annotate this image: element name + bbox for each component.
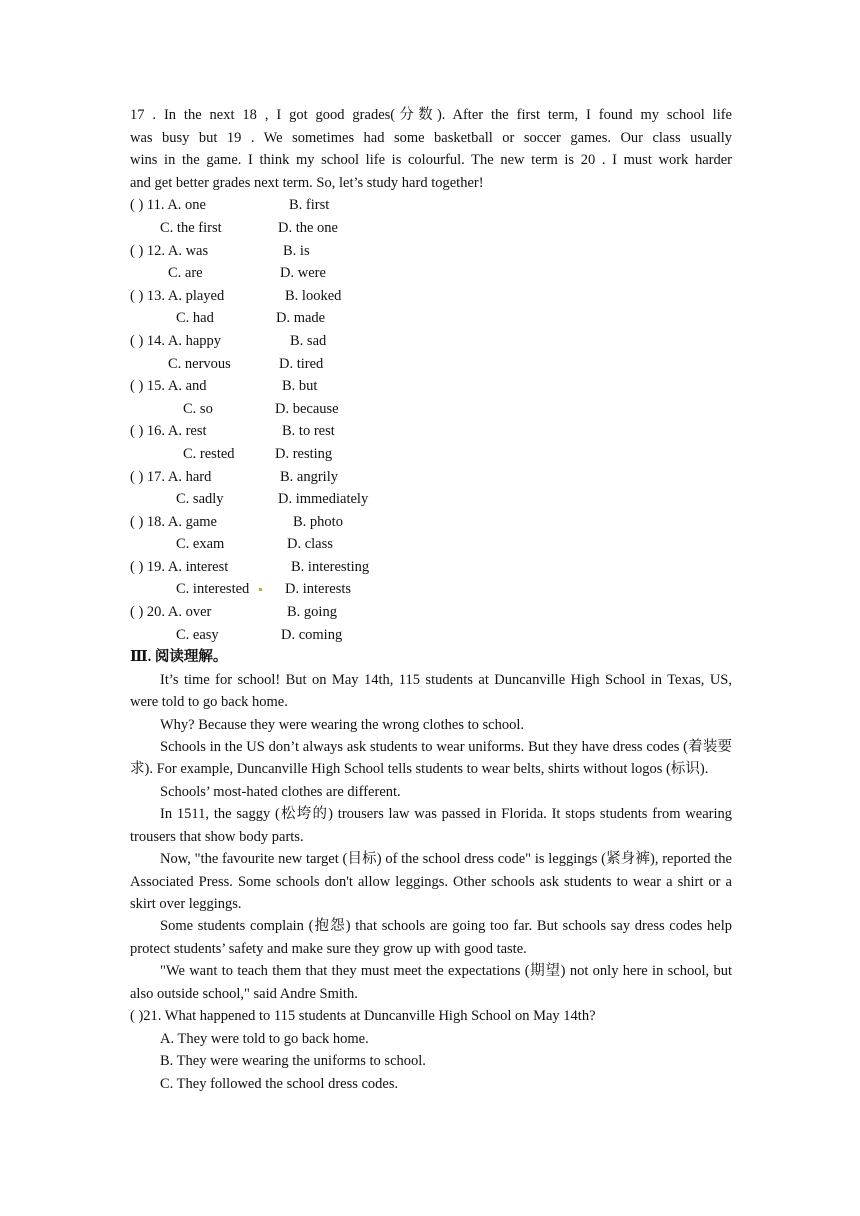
reading-paragraph: "We want to teach them that they must meet the expectations (期望) not only here in school, but also outside school," said Andre Smith.: [130, 963, 732, 1002]
question-item: [130, 466, 732, 511]
option-c: C. exam: [176, 536, 225, 553]
option-b: B. sad: [290, 332, 327, 349]
cloze-line-2: was busy but 19 . We sometimes had some basketball or soccer games. Our class usually: [130, 129, 732, 146]
question-stem: ( ) 15. A. and: [130, 378, 207, 395]
reading-paragraph: Schools in the US don’t always ask students to wear uniforms. But they have dress codes (着装要求). For example, Duncanville High School tells students to wear belts, shirts without logos (标识).: [130, 739, 732, 778]
option-c: C. easy: [176, 626, 219, 643]
question-stem: ( ) 18. A. game: [130, 513, 217, 530]
option-b: B. but: [282, 378, 318, 395]
question-item: [130, 240, 732, 285]
option-b: B. going: [287, 604, 337, 621]
question-stem: ( ) 20. A. over: [130, 604, 212, 621]
question-stem: ( ) 16. A. rest: [130, 423, 207, 440]
question-item: [130, 375, 732, 420]
question-stem: ( )21. What happened to 115 students at Duncanville High School on May 14th?: [130, 1007, 596, 1024]
cloze-passage: [130, 104, 732, 194]
option-d: D. interests: [285, 581, 352, 598]
option-c: C. nervous: [168, 355, 231, 372]
option-b: B. looked: [285, 287, 342, 304]
question-item: [130, 420, 732, 465]
option-b: B. is: [283, 242, 310, 259]
worksheet-page: [130, 104, 732, 1095]
option-b: B. angrily: [280, 468, 338, 485]
reading-paragraph: Schools’ most-hated clothes are different.: [160, 783, 401, 800]
question-stem: ( ) 14. A. happy: [130, 332, 222, 349]
option-d: D. coming: [281, 626, 343, 643]
option-c: C. interested: [176, 581, 250, 598]
option-d: D. the one: [278, 219, 338, 236]
section-heading: Ⅲ. 阅读理解。: [130, 649, 228, 666]
option-d: D. made: [276, 310, 326, 327]
question-21: [130, 1005, 732, 1095]
reading-paragraph: It’s time for school! But on May 14th, 115 students at Duncanville High School in Texas, US, were told to go back home.: [130, 671, 732, 711]
option-c: C. sadly: [176, 491, 224, 508]
question-stem: ( ) 11. A. one: [130, 197, 206, 214]
reading-passage: [130, 669, 732, 1005]
option-b: B. first: [289, 197, 330, 214]
question-item: [130, 556, 732, 601]
option-c: C. had: [176, 310, 214, 327]
option-d: D. tired: [279, 355, 324, 372]
reading-paragraph: Some students complain (抱怨) that schools are going too far. But schools say dress codes help protect students’ safety and make sure they grow up with good taste.: [130, 918, 732, 957]
question-list: [130, 194, 732, 646]
option-b: B. interesting: [291, 558, 370, 575]
question-stem: ( ) 19. A. interest: [130, 558, 229, 575]
stray-dot-mark: [259, 588, 262, 591]
question-item: [130, 601, 732, 646]
question-item: [130, 330, 732, 375]
question-item: [130, 194, 732, 239]
option-c: C. They followed the school dress codes.: [160, 1075, 399, 1092]
cloze-line-4: and get better grades next term. So, let’s study hard together!: [130, 174, 484, 191]
option-d: D. immediately: [278, 491, 369, 508]
option-b: B. They were wearing the uniforms to school.: [160, 1053, 426, 1070]
option-d: D. class: [287, 536, 333, 553]
reading-paragraph: Why? Because they were wearing the wrong clothes to school.: [160, 716, 524, 733]
reading-paragraph: In 1511, the saggy (松垮的) trousers law was passed in Florida. It stops students from wearing trousers that show body parts.: [130, 806, 732, 845]
option-d: D. because: [275, 400, 339, 417]
cloze-line-3: wins in the game. I think my school life is colourful. The new term is 20 . I must work harder: [130, 152, 732, 169]
option-c: C. the first: [160, 219, 222, 236]
question-item: [130, 511, 732, 556]
option-c: C. rested: [183, 445, 235, 462]
option-d: D. were: [280, 265, 326, 282]
option-b: B. photo: [293, 513, 343, 530]
question-stem: ( ) 12. A. was: [130, 242, 209, 259]
option-d: D. resting: [275, 445, 333, 462]
option-c: C. so: [183, 400, 213, 417]
reading-paragraph: Now, "the favourite new target (目标) of the school dress code" is leggings (紧身裤), reported the Associated Press. Some schools don't allow leggings. Other schools ask students to wear a shirt or a skirt over leggings.: [130, 851, 732, 912]
question-stem: ( ) 17. A. hard: [130, 468, 212, 485]
cloze-line-1: 17 . In the next 18 , I got good grades(分数). After the first term, I found my school life: [130, 107, 732, 123]
question-stem: ( ) 13. A. played: [130, 287, 225, 304]
question-item: [130, 285, 732, 330]
option-b: B. to rest: [282, 423, 335, 440]
option-a: A. They were told to go back home.: [160, 1030, 369, 1047]
option-c: C. are: [168, 265, 203, 282]
